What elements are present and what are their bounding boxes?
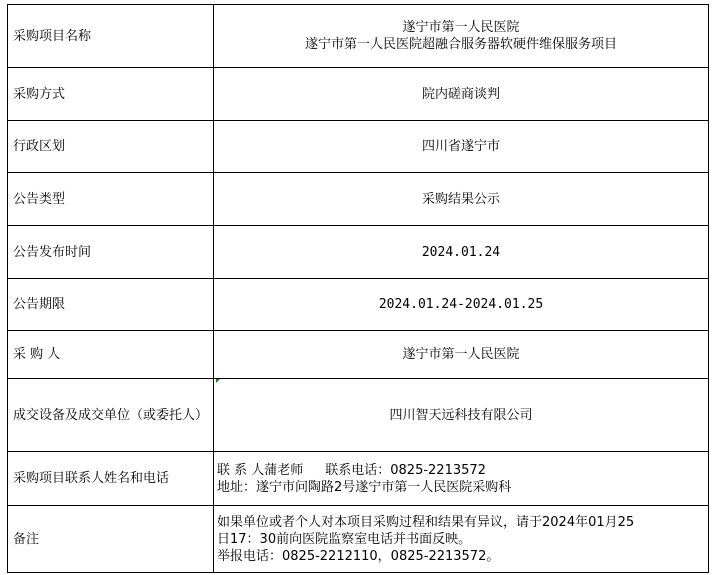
- row-method: [8, 68, 709, 121]
- notice-type-value: 采购结果公示: [214, 173, 709, 226]
- remark-value: [214, 506, 709, 573]
- row-project-name: [8, 5, 709, 68]
- purchaser-value: 遂宁市第一人民医院: [214, 331, 709, 379]
- remark-line2: 日17：30前向医院监察室电话并书面反映。: [217, 531, 472, 547]
- contact-line1: [217, 462, 708, 479]
- project-name-line2: 遂宁市第一人民医院超融合服务器软硬件维保服务项目: [304, 37, 617, 52]
- method-label: 采购方式: [8, 68, 214, 121]
- method-value: 院内磋商谈判: [214, 68, 709, 121]
- row-period: [8, 279, 709, 331]
- procurement-result-table: [7, 4, 709, 573]
- row-purchaser: [8, 331, 709, 379]
- row-publish-time: [8, 226, 709, 279]
- project-name-label: 采购项目名称: [8, 5, 214, 68]
- remark-line1: 如果单位或者个人对本项目采购过程和结果有异议，请于2024年01月25: [217, 514, 635, 530]
- remark-label: 备注: [8, 506, 214, 573]
- period-label: 公告期限: [8, 279, 214, 331]
- row-contact: [8, 452, 709, 506]
- winner-value: 四川智天远科技有限公司: [214, 379, 709, 452]
- contact-address: 地址：遂宁市问陶路2号遂宁市第一人民医院采购科: [217, 479, 512, 495]
- contact-phone: 联系电话：0825-2213572: [325, 462, 486, 478]
- remark-line3: 举报电话：0825-2212110，0825-2213572。: [217, 548, 500, 564]
- purchaser-label: 采 购 人: [8, 331, 214, 379]
- row-notice-type: [8, 173, 709, 226]
- publish-time-label: 公告发布时间: [8, 226, 214, 279]
- notice-type-label: 公告类型: [8, 173, 214, 226]
- row-remark: [8, 506, 709, 573]
- cell-comment-marker: [216, 379, 220, 383]
- region-value: 四川省遂宁市: [214, 121, 709, 173]
- contact-label: 采购项目联系人姓名和电话: [8, 452, 214, 506]
- row-region: [8, 121, 709, 173]
- region-label: 行政区划: [8, 121, 214, 173]
- row-winner: [8, 379, 709, 452]
- contact-person: 联 系 人蒲老师: [217, 462, 304, 478]
- publish-time-value: 2024.01.24: [214, 226, 709, 279]
- winner-label: 成交设备及成交单位（或委托人）: [8, 379, 214, 452]
- project-name-line1: 遂宁市第一人民医院: [402, 20, 520, 35]
- contact-value: [214, 452, 709, 506]
- project-name-value: [214, 5, 709, 68]
- period-value: 2024.01.24-2024.01.25: [214, 279, 709, 331]
